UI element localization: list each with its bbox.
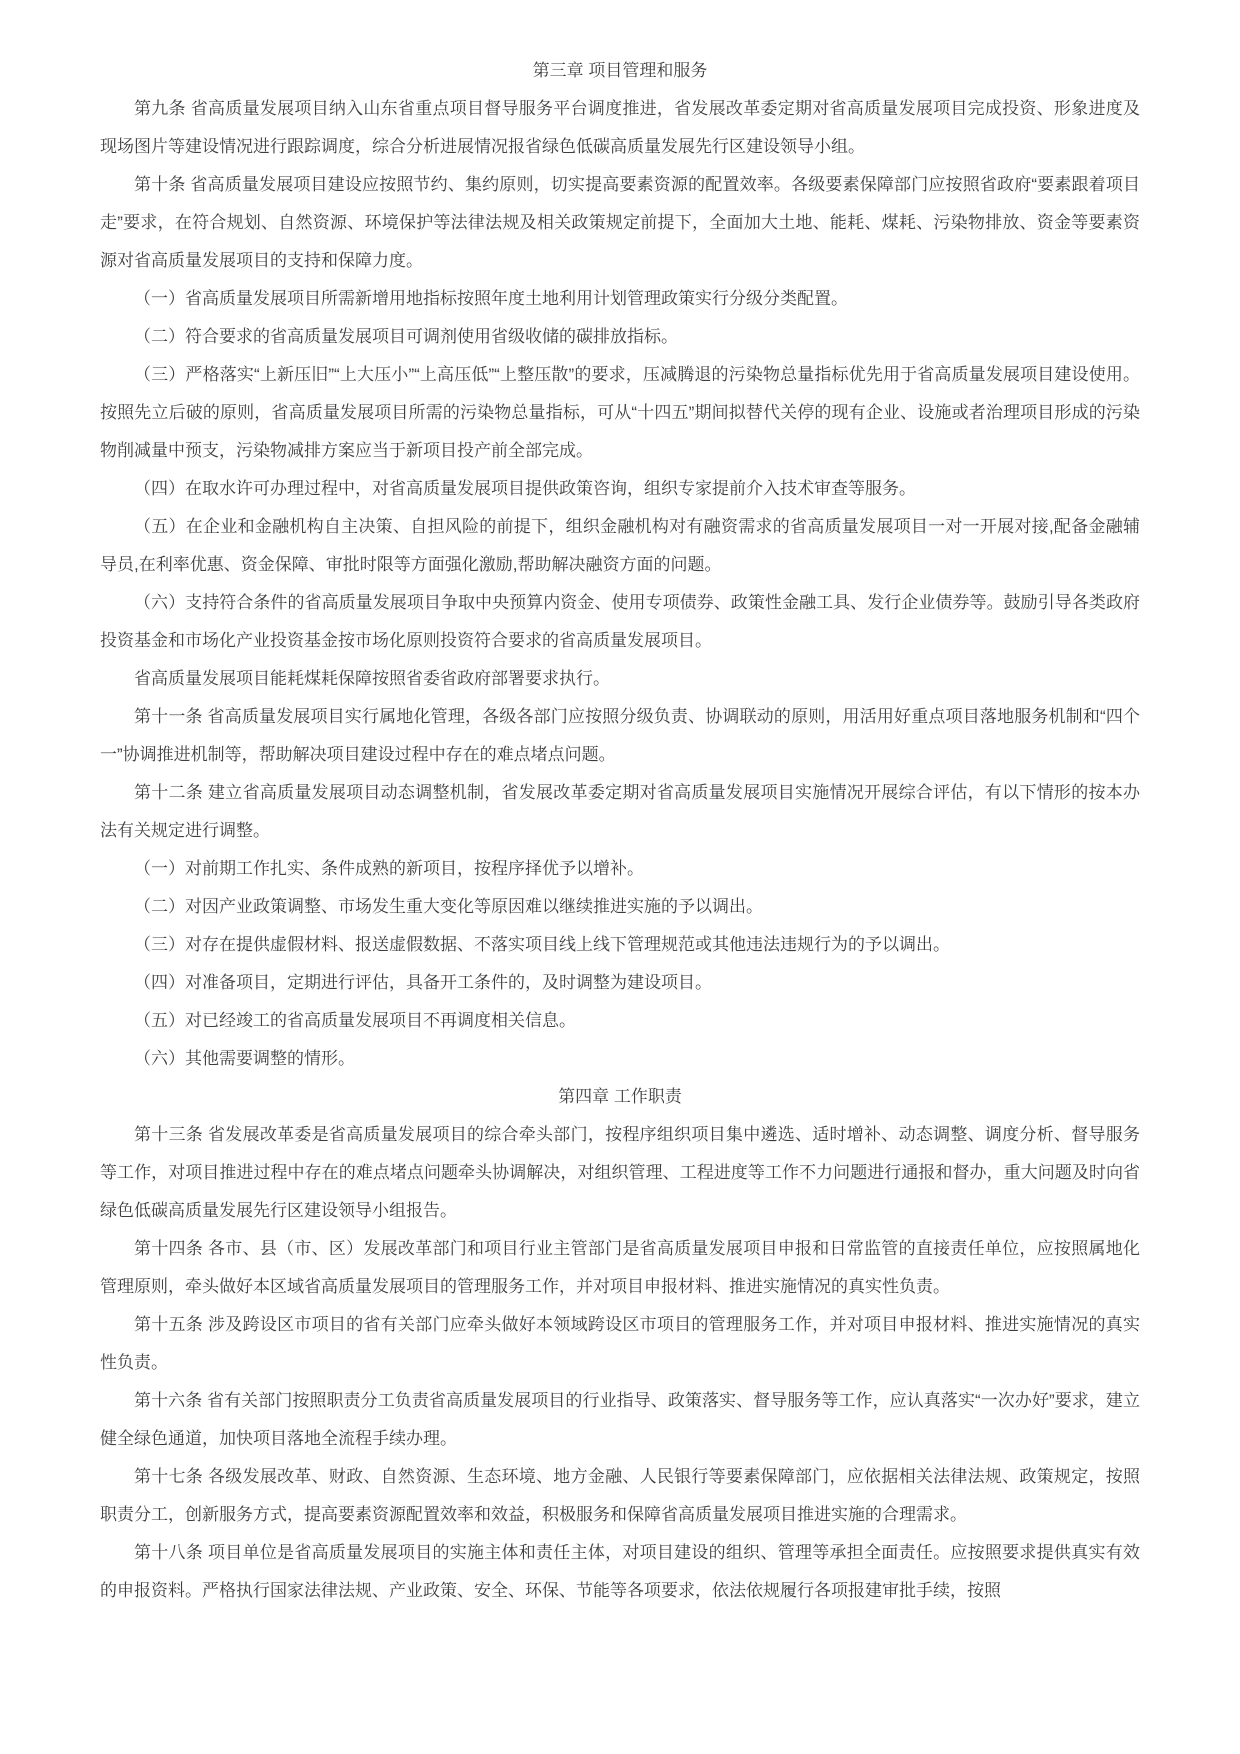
clause-item-5: （五）在企业和金融机构自主决策、自担风险的前提下，组织金融机构对有融资需求的省高质量发展项目一对一开展对接,配备金融辅导员,在利率优惠、资金保障、审批时限等方面强化激励,帮助解决融资方面的问题。 bbox=[100, 517, 1140, 574]
adjust-item-2: （二）对因产业政策调整、市场发生重大变化等原因难以继续推进实施的予以调出。 bbox=[134, 897, 763, 916]
adjust-item-5: （五）对已经竣工的省高质量发展项目不再调度相关信息。 bbox=[134, 1011, 576, 1030]
paragraph-article-15: 第十五条 涉及跨设区市项目的省有关部门应牵头做好本领域跨设区市项目的管理服务工作，并对项目申报材料、推进实施情况的真实性负责。 bbox=[100, 1315, 1140, 1372]
paragraph-article-14: 第十四条 各市、县（市、区）发展改革部门和项目行业主管部门是省高质量发展项目申报和日常监管的直接责任单位，应按照属地化管理原则，牵头做好本区域省高质量发展项目的管理服务工作，并对项目申报材料、推进实施情况的真实性负责。 bbox=[100, 1239, 1140, 1296]
paragraph-article-11: 第十一条 省高质量发展项目实行属地化管理，各级各部门应按照分级负责、协调联动的原则，用活用好重点项目落地服务机制和“四个一”协调推进机制等，帮助解决项目建设过程中存在的难点堵点问题。 bbox=[100, 707, 1140, 764]
adjust-item-6: （六）其他需要调整的情形。 bbox=[134, 1049, 355, 1068]
paragraph-article-13: 第十三条 省发展改革委是省高质量发展项目的综合牵头部门，按程序组织项目集中遴选、适时增补、动态调整、调度分析、督导服务等工作，对项目推进过程中存在的难点堵点问题牵头协调解决，对组织管理、工程进度等工作不力问题进行通报和督办，重大问题及时向省绿色低碳高质量发展先行区建设领导小组报告。 bbox=[100, 1125, 1140, 1220]
clause-item-1: （一）省高质量发展项目所需新增用地指标按照年度土地利用计划管理政策实行分级分类配置。 bbox=[134, 289, 848, 308]
chapter-heading: 第四章 工作职责 bbox=[558, 1087, 682, 1106]
paragraph-article-17: 第十七条 各级发展改革、财政、自然资源、生态环境、地方金融、人民银行等要素保障部门，应依据相关法律法规、政策规定，按照职责分工，创新服务方式，提高要素资源配置效率和效益，积极服务和保障省高质量发展项目推进实施的合理需求。 bbox=[100, 1467, 1140, 1524]
chapter-heading: 第三章 项目管理和服务 bbox=[532, 61, 708, 80]
clause-item-6: （六）支持符合条件的省高质量发展项目争取中央预算内资金、使用专项债券、政策性金融工具、发行企业债券等。鼓励引导各类政府投资基金和市场化产业投资基金按市场化原则投资符合要求的省高质量发展项目。 bbox=[100, 593, 1140, 650]
paragraph-article-18: 第十八条 项目单位是省高质量发展项目的实施主体和责任主体，对项目建设的组织、管理等承担全面责任。应按照要求提供真实有效的申报资料。严格执行国家法律法规、产业政策、安全、环保、节能等各项要求，依法依规履行各项报建审批手续，按照 bbox=[100, 1543, 1140, 1600]
adjust-item-3: （三）对存在提供虚假材料、报送虚假数据、不落实项目线上线下管理规范或其他违法违规行为的予以调出。 bbox=[134, 935, 950, 954]
paragraph-article-9: 第九条 省高质量发展项目纳入山东省重点项目督导服务平台调度推进，省发展改革委定期对省高质量发展项目完成投资、形象进度及现场图片等建设情况进行跟踪调度，综合分析进展情况报省绿色低碳高质量发展先行区建设领导小组。 bbox=[100, 99, 1140, 156]
paragraph-article-16: 第十六条 省有关部门按照职责分工负责省高质量发展项目的行业指导、政策落实、督导服务等工作，应认真落实“一次办好”要求，建立健全绿色通道，加快项目落地全流程手续办理。 bbox=[100, 1391, 1140, 1448]
adjust-item-4: （四）对准备项目，定期进行评估，具备开工条件的，及时调整为建设项目。 bbox=[134, 973, 712, 992]
clause-item-2: （二）符合要求的省高质量发展项目可调剂使用省级收储的碳排放指标。 bbox=[134, 327, 678, 346]
paragraph-article-10: 第十条 省高质量发展项目建设应按照节约、集约原则，切实提高要素资源的配置效率。各级要素保障部门应按照省政府“要素跟着项目走”要求，在符合规划、自然资源、环境保护等法律法规及相关政策规定前提下，全面加大土地、能耗、煤耗、污染物排放、资金等要素资源对省高质量发展项目的支持和保障力度。 bbox=[100, 175, 1140, 270]
paragraph-energy-note: 省高质量发展项目能耗煤耗保障按照省委省政府部署要求执行。 bbox=[134, 669, 610, 688]
clause-item-4: （四）在取水许可办理过程中，对省高质量发展项目提供政策咨询，组织专家提前介入技术审查等服务。 bbox=[134, 479, 916, 498]
adjust-item-1: （一）对前期工作扎实、条件成熟的新项目，按程序择优予以增补。 bbox=[134, 859, 644, 878]
paragraph-article-12: 第十二条 建立省高质量发展项目动态调整机制，省发展改革委定期对省高质量发展项目实施情况开展综合评估，有以下情形的按本办法有关规定进行调整。 bbox=[100, 783, 1140, 840]
clause-item-3: （三）严格落实“上新压旧”“上大压小”“上高压低”“上整压散”的要求，压减腾退的污染物总量指标优先用于省高质量发展项目建设使用。按照先立后破的原则，省高质量发展项目所需的污染物总量指标，可从“十四五”期间拟替代关停的现有企业、设施或者治理项目形成的污染物削减量中预支，污染物减排方案应当于新项目投产前全部完成。 bbox=[100, 365, 1140, 460]
